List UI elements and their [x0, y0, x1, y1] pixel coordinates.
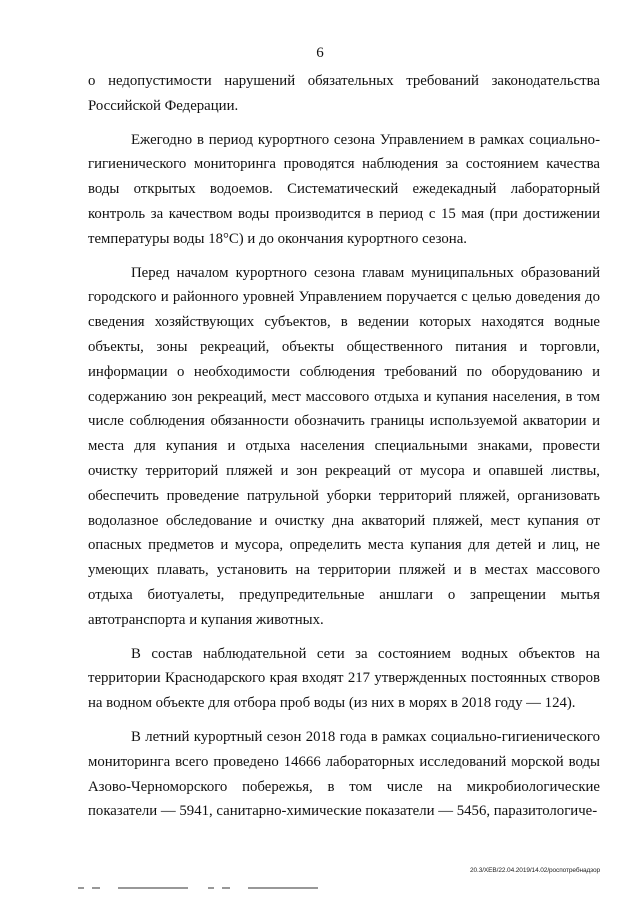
page-number: 6	[316, 45, 324, 61]
paragraph-observation-network: В состав наблюдательной сети за состоянием водных объектов на территории Краснодарского края входят 217 утвержденных постоянных створов на водном объекте для отбора проб воды (из них в морях в 2018 году — 124).	[88, 645, 600, 712]
scan-artifact-line	[78, 887, 328, 889]
paragraph-lab-studies: В летний курортный сезон 2018 года в рамках социально-гигиенического мониторинга всего проведено 14666 лабораторных исследований морской воды Азово-Черноморского побережья, в том числе на микробиологические показатели — 5941, санитарно-химические показатели — 5456, паразитологиче-	[88, 728, 600, 820]
paragraph-continuation: о недопустимости нарушений обязательных требований законодательства Российской Федерации.	[88, 73, 600, 114]
paragraph-water-monitoring: Ежегодно в период курортного сезона Управлением в рамках социально-гигиенического мониторинга проводятся наблюдения за состоянием качества воды открытых водоемов. Систематический ежедекадный лабораторный контроль за качеством воды производится в период с 15 мая (при достижении температуры воды 18°С) и до окончания курортного сезона.	[88, 131, 600, 247]
document-reference-code: 20.3/ХЕВ/22.04.2019/14.02/роспотребнадзор	[469, 867, 600, 874]
paragraph-season-preparation: Перед началом курортного сезона главам муниципальных образований городского и районного уровней Управлением поручается с целью доведения до сведения хозяйствующих субъектов, в ведении которых находятся водные объекты, зоны рекреаций, объекты общественного питания и торговли, информации о необходимости соблюдения требований по оборудованию и содержанию зон рекреаций, мест массового отдыха и купания населения, в том числе соблюдения обязанности обозначить границы используемой акватории и места для купания и отдыха населения специальными знаками, провести очистку территорий пляжей и зон рекреаций от мусора и опавшей листвы, обеспечить проведение патрульной уборки территорий пляжей, организовать водолазное обследование и очистку дна акваторий пляжей, мест купания от опасных предметов и мусора, определить места купания для детей и лиц, не умеющих плавать, установить на территории пляжей и в местах массового отдыха биотуалеты, предупредительные аншлаги о запрещении мытья автотранспорта и купания животных.	[88, 264, 600, 628]
document-body	[88, 69, 600, 833]
